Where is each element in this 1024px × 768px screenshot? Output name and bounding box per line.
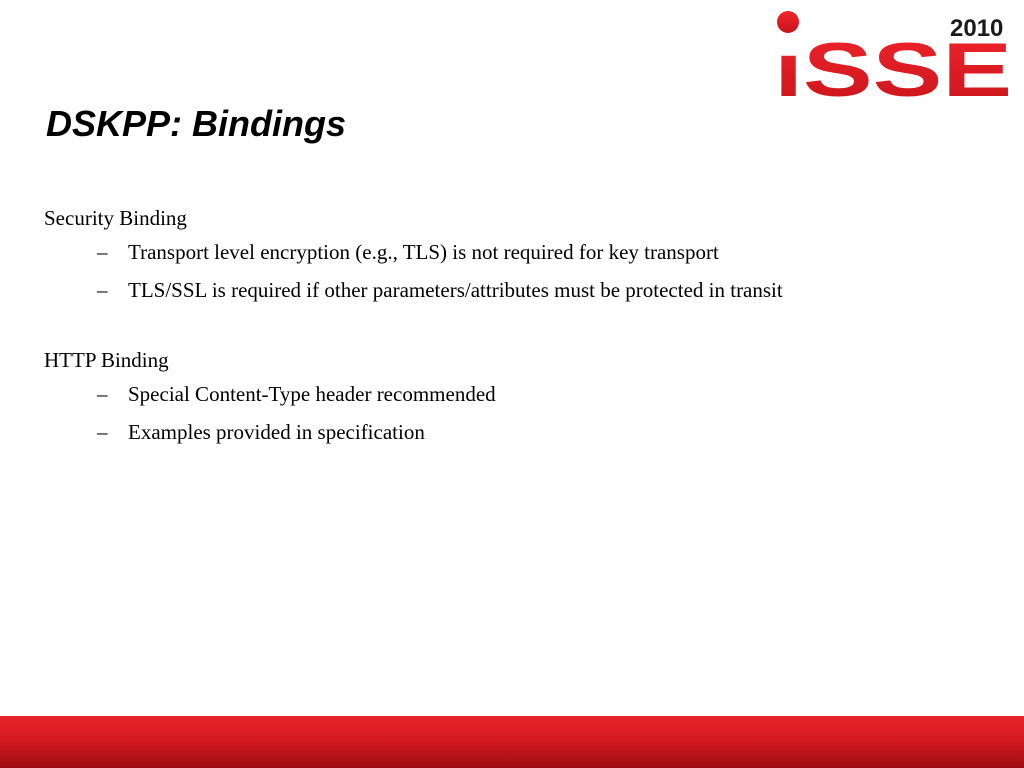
bullet-text: Special Content-Type header recommended bbox=[128, 382, 496, 406]
bullet-list bbox=[44, 379, 884, 447]
section-heading: HTTP Binding bbox=[44, 348, 169, 372]
dash-marker: – bbox=[97, 278, 108, 302]
isse-2010-logo bbox=[770, 8, 1016, 100]
section-security-binding bbox=[44, 203, 884, 305]
slide-title: DSKPP: Bindings bbox=[46, 103, 347, 144]
bullet-item bbox=[44, 379, 884, 409]
footer-bar bbox=[0, 716, 1024, 768]
bullet-item bbox=[44, 237, 884, 267]
dash-marker: – bbox=[97, 240, 108, 264]
section-heading: Security Binding bbox=[44, 206, 187, 230]
bullet-text: Transport level encryption (e.g., TLS) is not required for key transport bbox=[128, 240, 719, 264]
dash-marker: – bbox=[97, 420, 108, 444]
dash-marker: – bbox=[97, 382, 108, 406]
section-http-binding bbox=[44, 345, 884, 447]
bullet-item bbox=[44, 417, 884, 447]
bullet-item bbox=[44, 275, 884, 305]
bullet-text: TLS/SSL is required if other parameters/attributes must be protected in transit bbox=[128, 278, 783, 302]
svg-text:ıSSE: ıSSE bbox=[774, 28, 1012, 100]
bullet-list bbox=[44, 237, 884, 305]
svg-text:2010: 2010 bbox=[950, 15, 1004, 42]
bullet-text: Examples provided in specification bbox=[128, 420, 425, 444]
slide-body bbox=[44, 203, 884, 487]
